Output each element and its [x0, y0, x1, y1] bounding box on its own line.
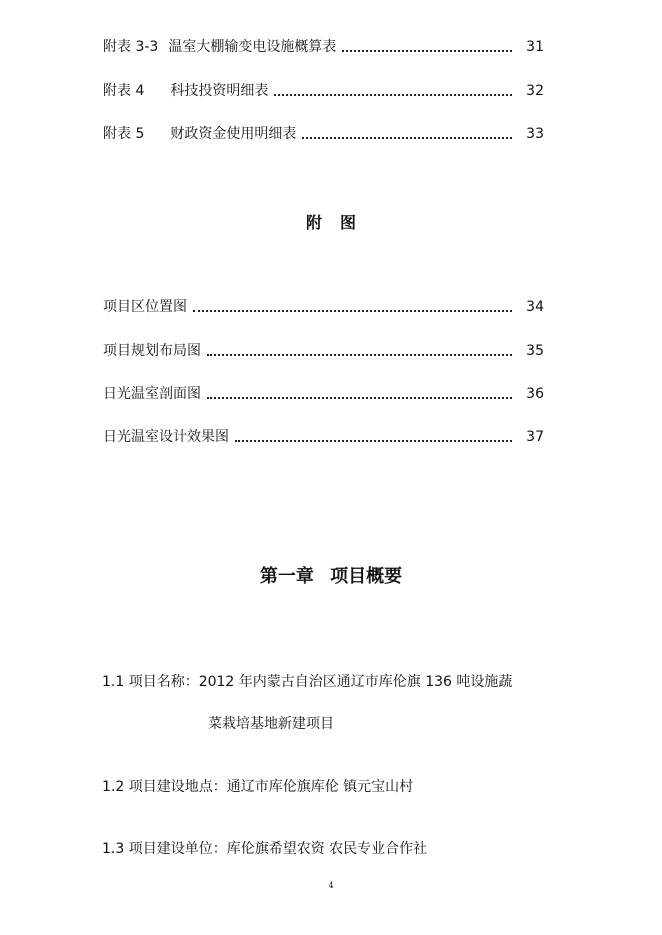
project-name-line-2: 菜栽培基地新建项目 — [208, 716, 334, 732]
toc-entry-prefix: 附表 5 — [103, 126, 145, 142]
toc-entry-page: 37 — [526, 429, 544, 445]
toc-leader-dots — [207, 353, 512, 356]
toc-entry-figure-rendering[interactable] — [103, 426, 544, 448]
toc-entry-page: 35 — [526, 343, 544, 359]
toc-entry-title: 项目规划布局图 — [103, 343, 201, 359]
toc-entry-page: 33 — [526, 126, 544, 142]
toc-leader-dots — [207, 396, 512, 399]
toc-entry-title: 温室大棚输变电设施概算表 — [168, 39, 337, 55]
project-name-line-1: 1.1 项目名称：2012 年内蒙古自治区通辽市库伦旗 136 吨设施蔬 — [102, 674, 513, 690]
appendix-figures-heading: 附图 — [305, 213, 374, 232]
toc-leader-dots — [193, 309, 512, 312]
toc-entry-page: 31 — [526, 39, 544, 55]
toc-entry-title: 日光温室剖面图 — [103, 386, 201, 402]
project-builder-line: 1.3 项目建设单位：库伦旗希望农资 农民专业合作社 — [102, 841, 428, 857]
toc-entry-appendix-table-5[interactable] — [103, 123, 544, 145]
toc-leader-dots — [302, 136, 512, 139]
toc-entry-figure-location[interactable] — [103, 296, 544, 318]
toc-entry-title: 项目区位置图 — [103, 299, 187, 315]
project-location-line: 1.2 项目建设地点：通辽市库伦旗库伦 镇元宝山村 — [102, 779, 414, 795]
toc-entry-title: 日光温室设计效果图 — [103, 429, 229, 445]
page-number: 4 — [328, 881, 334, 890]
toc-entry-page: 34 — [526, 299, 544, 315]
toc-entry-appendix-table-4[interactable] — [103, 80, 544, 102]
toc-leader-dots — [235, 439, 512, 442]
toc-leader-dots — [274, 93, 512, 96]
toc-entry-page: 36 — [526, 386, 544, 402]
toc-entry-title: 科技投资明细表 — [170, 83, 269, 99]
toc-entry-page: 32 — [526, 83, 544, 99]
toc-entry-prefix: 附表 3-3 — [103, 39, 159, 55]
toc-entry-title: 财政资金使用明细表 — [170, 126, 297, 142]
toc-entry-prefix: 附表 4 — [103, 83, 145, 99]
toc-leader-dots — [342, 49, 512, 52]
toc-entry-figure-layout[interactable] — [103, 340, 544, 362]
chapter-heading: 第一章 项目概要 — [259, 566, 403, 587]
toc-entry-figure-section[interactable] — [103, 383, 544, 405]
toc-entry-appendix-table-3-3[interactable] — [103, 36, 544, 58]
